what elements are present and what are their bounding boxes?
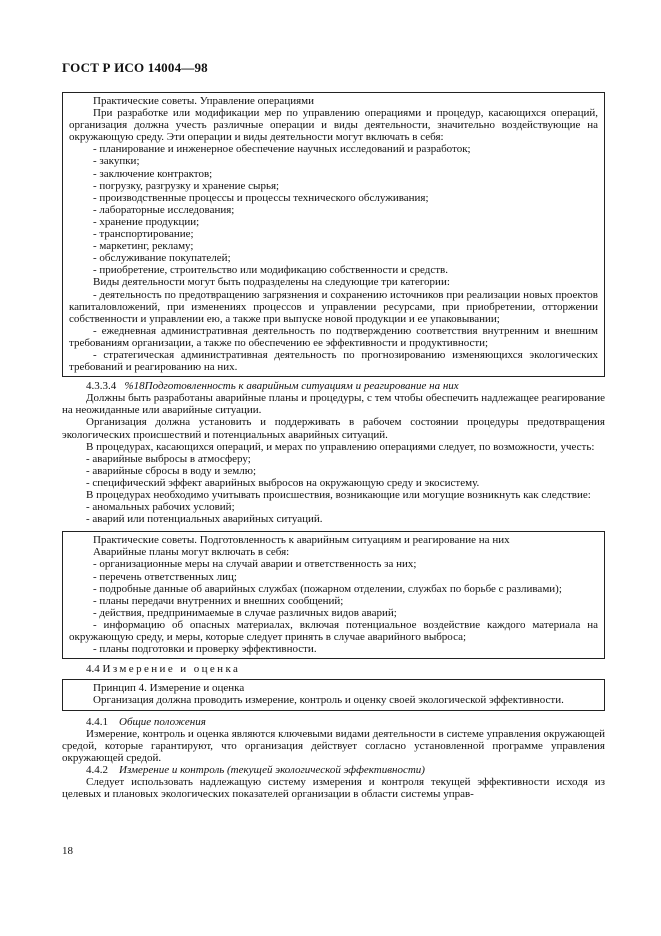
page-content: [62, 92, 605, 800]
paragraph: Виды деятельности могут быть подразделены на следующие три категории:: [93, 276, 450, 289]
section-title: Измерение и контроль (текущей экологической эффективности): [119, 763, 425, 776]
list-item: - действия, предпринимаемые в случае различных видов аварий;: [93, 606, 397, 619]
list-item: - информацию об опасных материалах, включая потенциальное воздействие каждого материала на окружающую среду, и меры, которые следует принять в случае аварийного выброса;: [69, 618, 598, 644]
list-item: - организационные меры на случай аварии и ответственность за них;: [93, 558, 417, 571]
list-item: - перечень ответственных лиц;: [93, 570, 237, 583]
paragraph: Должны быть разработаны аварийные планы и процедуры, с тем чтобы обеспечить надлежащее реагирование на неожиданные или аварийные ситуации.: [62, 392, 605, 417]
list-item: - лабораторные исследования;: [93, 203, 235, 216]
principle-4-box: [62, 679, 605, 710]
list-item: - маркетинг, рекламу;: [93, 240, 194, 253]
list-item: - приобретение, строительство или модификацию собственности и средств.: [93, 264, 448, 277]
section-number: 4.4: [86, 663, 100, 676]
list-item: - аварийные выбросы в атмосферу;: [86, 452, 251, 465]
section-title: %18Подготовленность к аварийным ситуациям и реагирование на них: [124, 380, 459, 393]
document-header: ГОСТ Р ИСО 14004—98: [62, 60, 208, 75]
section-4-3-3-4-heading: [62, 380, 605, 392]
list-item: - транспортирование;: [93, 228, 194, 241]
section-4-4-heading: [62, 663, 605, 675]
list-item: - закупки;: [93, 155, 140, 168]
list-item: - планы передачи внутренних и внешних сообщений;: [93, 594, 344, 607]
box-title: Практические советы. Подготовленность к аварийным ситуациям и реагирование на них: [93, 534, 510, 547]
section-4-4-2-heading: [62, 764, 605, 776]
section-title: Общие положения: [119, 715, 206, 728]
paragraph: В процедурах, касающихся операций, и мерах по управлению операциями следует, по возможности, учесть:: [86, 440, 595, 453]
paragraph: Организация должна установить и поддерживать в рабочем состоянии процедуры предотвращения экологических происшествий и потенциальных аварийных ситуаций.: [62, 416, 605, 441]
practical-advice-emergency-box: [62, 531, 605, 659]
paragraph: Организация должна проводить измерение, контроль и оценку своей экологической эффективности.: [93, 694, 564, 707]
list-item: - погрузку, разгрузку и хранение сырья;: [93, 179, 280, 192]
section-4-4-1-heading: [62, 716, 605, 728]
section-title: Измерение и оценка: [102, 663, 241, 676]
list-item: - хранение продукции;: [93, 215, 200, 228]
list-item: - аварийные сбросы в воду и землю;: [86, 464, 257, 477]
section-number: 4.3.3.4: [86, 380, 117, 393]
paragraph: В процедурах необходимо учитывать происшествия, возникающие или могущие возникнуть как следствие:: [86, 489, 591, 501]
section-number: 4.4.1: [86, 715, 108, 728]
paragraph: При разработке или модификации мер по управлению операциями и процедур, касающихся операций, организация должна учесть различные операции и виды деятельности, значительно воздействующие на окружающую среду. Эти операции и виды деятельности могут включать в себя:: [69, 107, 598, 144]
list-item: - ежедневная административная деятельность по подтверждению соответствия внутренним и внешним требованиям организации, а также по обеспечению ее эффективности и продуктивности;: [69, 324, 598, 349]
list-item: - аномальных рабочих условий;: [86, 501, 235, 514]
section-number: 4.4.2: [86, 763, 108, 776]
list-item: - подробные данные об аварийных службах (пожарном отделении, службах по борьбе с разливами);: [93, 582, 562, 595]
paragraph: Аварийные планы могут включать в себя:: [93, 546, 290, 559]
practical-advice-operations-box: [62, 92, 605, 377]
list-item: - специфический эффект аварийных выбросов на окружающую среду и экосистему.: [86, 476, 480, 489]
box-title: Практические советы. Управление операциями: [93, 95, 314, 107]
list-item: - производственные процессы и процессы технического обслуживания;: [93, 191, 429, 204]
list-item: - обслуживание покупателей;: [93, 252, 231, 265]
list-item: - аварий или потенциальных аварийных ситуаций.: [86, 513, 323, 526]
box-title: Принцип 4. Измерение и оценка: [93, 682, 245, 695]
paragraph: Измерение, контроль и оценка являются ключевыми видами деятельности в системе управления окружающей средой, которые гарантируют, что организация действует согласно установленной программе управления окружающей средой.: [62, 727, 605, 764]
list-item: - планирование и инженерное обеспечение научных исследований и разработок;: [93, 143, 471, 156]
page-number: 18: [62, 845, 73, 857]
paragraph: Следует использовать надлежащую систему измерения и контроля текущей эффективности исходя из целевых и плановых экологических показателей организации в области системы управ-: [62, 775, 605, 801]
list-item: - заключение контрактов;: [93, 167, 213, 180]
list-item: - деятельность по предотвращению загрязнения и сохранению источников при реализации новых проектов капиталовложений, при изменениях процессов и управлении ресурсами, при приобретении, отторжении собственности и управлении ею, а также при выпуске новой продукции и ее упаковывании;: [69, 288, 598, 325]
list-item: - стратегическая административная деятельность по прогнозированию изменяющихся экологических требований и реагированию на них.: [69, 348, 598, 374]
list-item: - планы подготовки и проверку эффективности.: [93, 643, 317, 656]
